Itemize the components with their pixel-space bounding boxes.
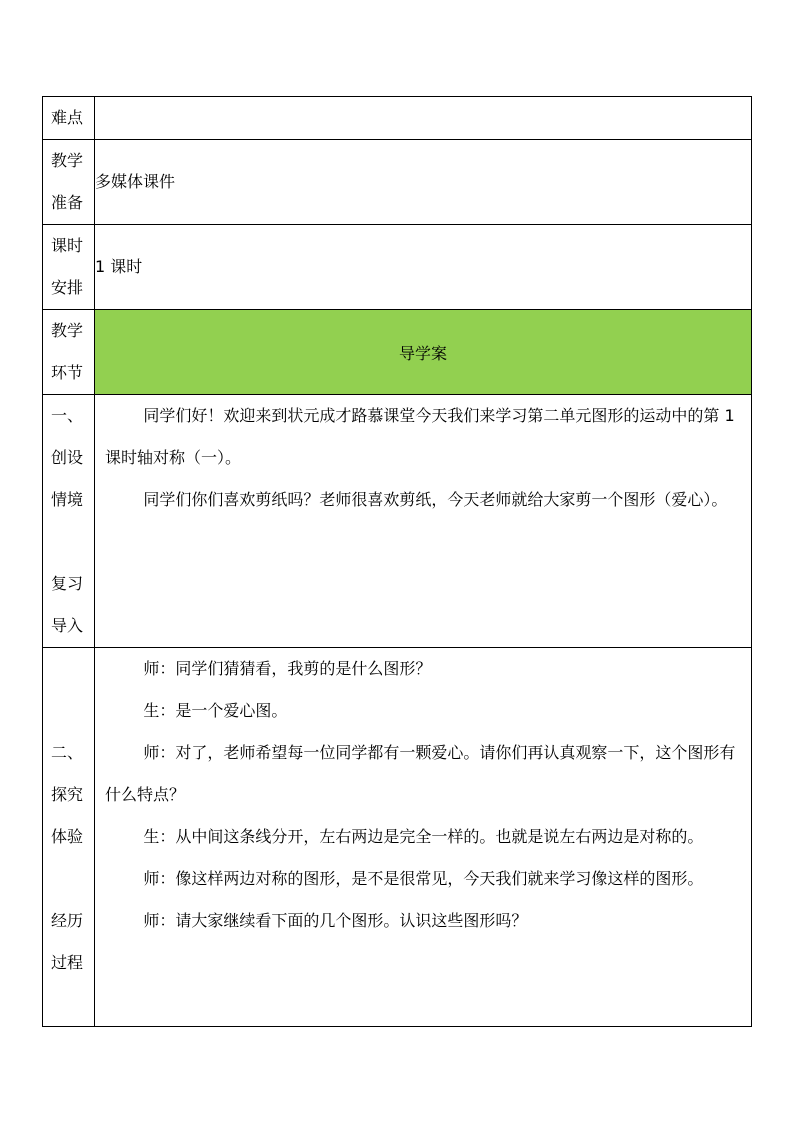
- label-teaching-prep: 教学 准备: [43, 140, 95, 225]
- paragraph: 同学们你们喜欢剪纸吗？老师很喜欢剪纸，今天老师就给大家剪一个图形（爱心）。: [143, 490, 728, 509]
- row-class-schedule: [43, 225, 752, 310]
- content-difficulty: [95, 97, 752, 140]
- row-teaching-stage: [43, 310, 752, 395]
- label-teaching-stage: 教学 环节: [43, 310, 95, 395]
- paragraph: 同学们好！欢迎来到状元成才路慕课堂今天我们来学习第二单元图形的运动中的第 1 课时轴对称（一）。: [105, 406, 735, 467]
- content-class-schedule: 1 课时: [95, 225, 752, 310]
- guided-learning-header: 导学案: [95, 310, 752, 395]
- paragraph: 师：对了，老师希望每一位同学都有一颗爱心。请你们再认真观察一下，这个图形有什么特点？: [105, 743, 736, 804]
- row-teaching-prep: [43, 140, 752, 225]
- label-difficulty: 难点: [43, 97, 95, 140]
- lesson-plan-table: [42, 96, 752, 1027]
- content-section-2: [95, 648, 752, 1027]
- row-difficulty: [43, 97, 752, 140]
- row-section-1: [43, 395, 752, 648]
- paragraph: 生：是一个爱心图。: [143, 701, 288, 720]
- paragraph: 生：从中间这条线分开，左右两边是完全一样的。也就是说左右两边是对称的。: [143, 827, 704, 846]
- label-class-schedule: 课时 安排: [43, 225, 95, 310]
- paragraph: 师：像这样两边对称的图形，是不是很常见，今天我们就来学习像这样的图形。: [143, 869, 704, 888]
- content-section-1: [95, 395, 752, 648]
- label-section-2: 二、 探究 体验 经历 过程: [43, 648, 95, 1027]
- content-teaching-prep: 多媒体课件: [95, 140, 752, 225]
- paragraph: 师：同学们猜猜看，我剪的是什么图形？: [143, 659, 432, 678]
- paragraph: 师：请大家继续看下面的几个图形。认识这些图形吗？: [143, 911, 528, 930]
- label-section-1: 一、 创设 情境 复习 导入: [43, 395, 95, 648]
- row-section-2: [43, 648, 752, 1027]
